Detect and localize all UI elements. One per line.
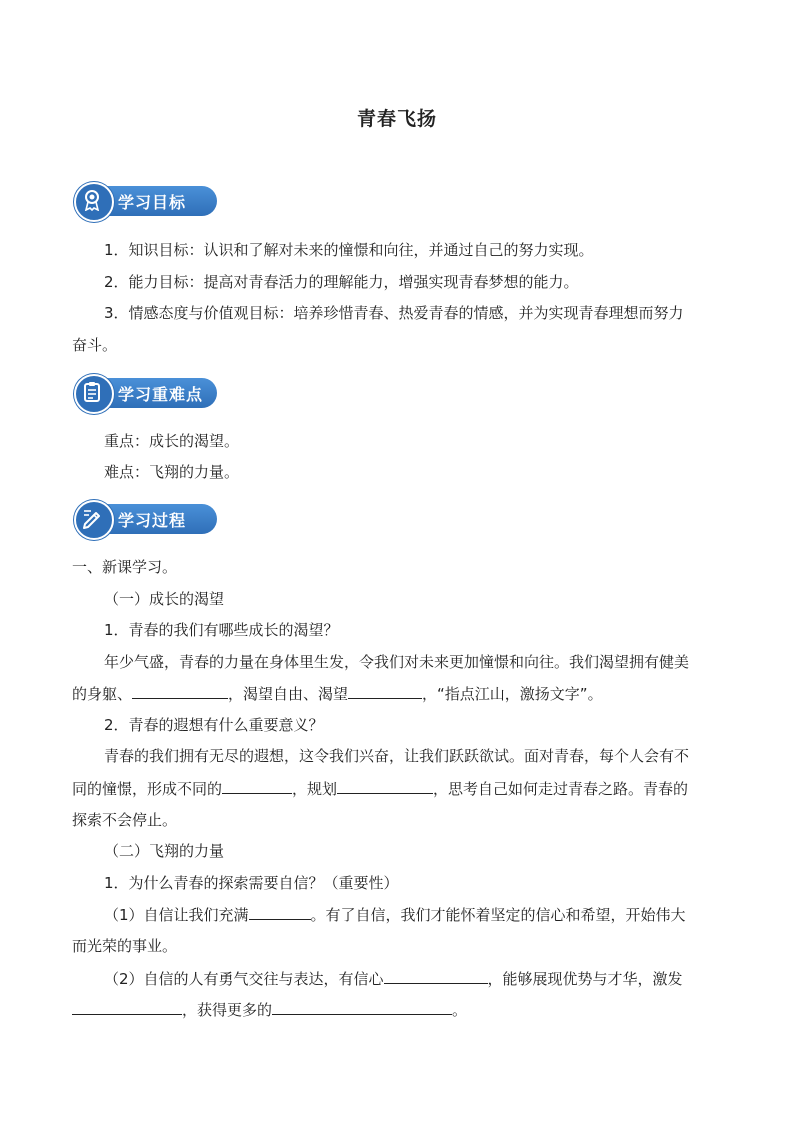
paragraph-text: 。	[452, 1001, 468, 1019]
paragraph-3b: 而光荣的事业。	[72, 937, 178, 955]
paragraph-3a	[104, 904, 686, 925]
pencil-icon	[81, 507, 103, 529]
paragraph-1b	[72, 683, 603, 704]
part-heading: 一、新课学习。	[72, 558, 178, 576]
difficult-point: 难点：飞翔的力量。	[104, 463, 240, 481]
goal-item-1: 1．知识目标：认识和了解对未来的憧憬和向往，并通过自己的努力实现。	[104, 241, 594, 259]
section-header-label: 学习过程	[118, 511, 187, 530]
paragraph-text: ，能够展现优势与才华，激发	[487, 970, 683, 988]
paragraph-text: （1）自信让我们充满	[104, 906, 249, 924]
paragraph-2c: 探索不会停止。	[72, 811, 178, 829]
page-title: 青春飞扬	[356, 108, 437, 130]
key-point: 重点：成长的渴望。	[104, 432, 240, 450]
fill-blank[interactable]	[72, 999, 182, 1015]
paragraph-text: ，获得更多的	[182, 1001, 273, 1019]
question-1: 1．青春的我们有哪些成长的渴望？	[104, 621, 339, 639]
paragraph-2a: 青春的我们拥有无尽的遐想，这令我们兴奋，让我们跃跃欲试。面对青春，每个人会有不	[104, 747, 690, 765]
paragraph-text: 。有了自信，我们才能怀着坚定的信心和希望，开始伟大	[310, 906, 686, 924]
subsection-heading-2: （二）飞翔的力量	[104, 842, 225, 860]
question-3: 1．为什么青春的探索需要自信？（重要性）	[104, 874, 399, 892]
paragraph-2b	[72, 778, 688, 799]
award-icon	[81, 189, 103, 211]
fill-blank[interactable]	[222, 778, 292, 794]
section-header-label: 学习重难点	[118, 385, 204, 404]
goal-item-3-cont: 奋斗。	[72, 336, 118, 354]
fill-blank[interactable]	[348, 683, 422, 699]
paragraph-1a: 年少气盛，青春的力量在身体里生发，令我们对未来更加憧憬和向往。我们渴望拥有健美	[104, 653, 690, 671]
section-header-process	[74, 500, 217, 538]
section-header-goals	[74, 182, 217, 220]
section-header-keypoints	[74, 374, 217, 412]
fill-blank[interactable]	[249, 904, 311, 920]
clipboard-icon	[81, 381, 103, 403]
section-header-label: 学习目标	[118, 193, 187, 212]
question-2: 2．青春的遐想有什么重要意义？	[104, 716, 324, 734]
subsection-heading-1: （一）成长的渴望	[104, 590, 225, 608]
fill-blank[interactable]	[384, 968, 488, 984]
goal-item-3: 3．情感态度与价值观目标：培养珍惜青春、热爱青春的情感，并为实现青春理想而努力	[104, 304, 684, 322]
paragraph-4b	[72, 999, 467, 1020]
paragraph-4a	[104, 968, 683, 989]
paragraph-text: ，渴望自由、渴望	[228, 685, 349, 703]
paragraph-text: （2）自信的人有勇气交往与表达，有信心	[104, 970, 384, 988]
fill-blank[interactable]	[272, 999, 452, 1015]
paragraph-text: ，“指点江山，激扬文字”。	[422, 685, 603, 703]
paragraph-text: ，规划	[292, 780, 338, 798]
paragraph-text: ，思考自己如何走过青春之路。青春的	[433, 780, 689, 798]
paragraph-text: 同的憧憬，形成不同的	[72, 780, 223, 798]
fill-blank[interactable]	[337, 778, 433, 794]
paragraph-text: 的身躯、	[72, 685, 133, 703]
goal-item-2: 2．能力目标：提高对青春活力的理解能力，增强实现青春梦想的能力。	[104, 273, 579, 291]
fill-blank[interactable]	[132, 683, 228, 699]
